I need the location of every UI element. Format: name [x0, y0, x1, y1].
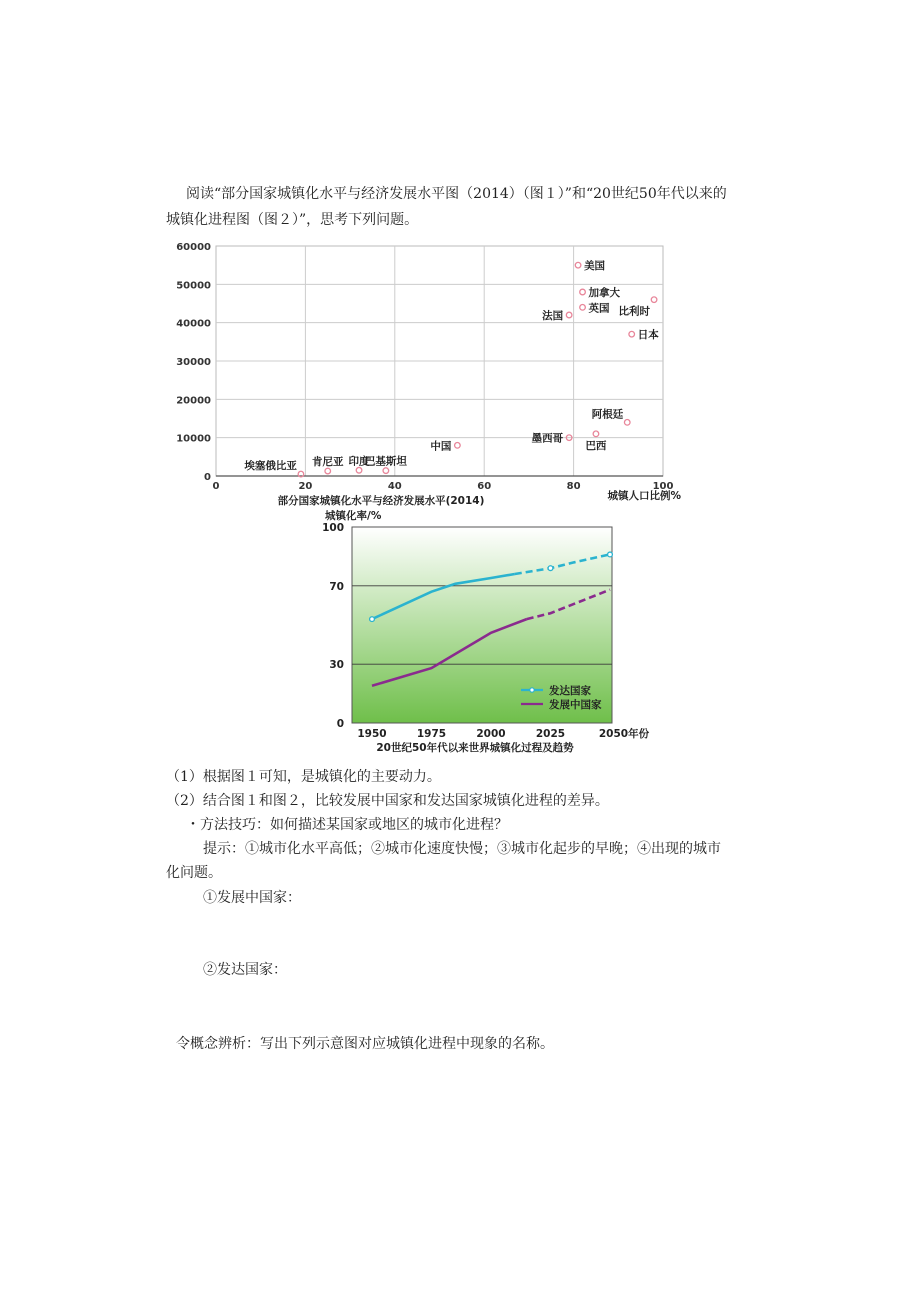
concept-prompt: 令概念辨析：写出下列示意图对应城镇化进程中现象的名称。: [176, 1036, 554, 1052]
method-tip: ・方法技巧：如何描述某国家或地区的城市化进程？: [186, 817, 508, 833]
x-axis-label: 城镇人口比例%: [607, 490, 681, 502]
y-tick-label: 100: [322, 522, 344, 534]
hint-line-2: 化问题。: [166, 865, 222, 881]
point-label: 巴西: [585, 439, 607, 452]
x-tick-label: 40: [387, 481, 402, 492]
y-tick-label: 40000: [176, 318, 211, 330]
point-label: 法国: [542, 310, 564, 322]
figure-1-scatter-chart: [158, 238, 703, 508]
y-tick-label: 60000: [176, 242, 211, 253]
point-label: 美国: [584, 260, 606, 273]
x-tick-label: 20: [298, 481, 313, 492]
y-tick-label: 0: [204, 472, 211, 483]
chart-2-title: 20世纪50年代以来世界城镇化过程及趋势: [376, 742, 574, 754]
chart-1-title: 部分国家城镇化水平与经济发展水平(2014): [277, 495, 485, 507]
y-axis-label: 城镇化率/%: [325, 510, 382, 522]
x-tick-label: 1975: [416, 728, 447, 740]
point-label: 英国: [588, 302, 610, 315]
series-marker: [548, 566, 553, 571]
hint-line-1: 提示：①城市化水平高低；②城市化速度快慢；③城市化起步的早晚；④出现的城市: [203, 841, 721, 857]
x-tick-label: 2050年份: [598, 728, 650, 740]
x-tick-label: 2000: [476, 728, 506, 740]
point-label: 巴基斯坦: [364, 455, 407, 468]
x-tick-label: 1950: [357, 728, 387, 740]
series-marker: [370, 617, 375, 622]
y-tick-label: 0: [336, 718, 344, 730]
legend-label: 发达国家: [549, 685, 591, 697]
intro-line-2: 城镇化进程图（图２）”，思考下列问题。: [166, 212, 419, 228]
intro-line-1: 阅读“部分国家城镇化水平与经济发展水平图（2014）（图１）”和“20世纪50年代以来的: [186, 186, 727, 202]
point-label: 日本: [637, 329, 659, 342]
point-label: 印度: [348, 455, 370, 468]
y-tick-label: 70: [329, 580, 344, 593]
point-label: 比利时: [618, 305, 651, 318]
legend-label: 发展中国家: [549, 699, 602, 711]
point-label: 中国: [430, 440, 452, 453]
point-label: 埃塞俄比亚: [244, 460, 297, 473]
question-2: （2）结合图１和图２，比较发展中国家和发达国家城镇化进程的差异。: [166, 793, 609, 809]
series-marker: [608, 552, 613, 557]
x-tick-label: 100: [652, 481, 674, 492]
answer-developed-label: ②发达国家：: [203, 962, 287, 978]
answer-developing-label: ①发展中国家：: [203, 890, 301, 906]
figure-2-line-chart: [322, 505, 650, 755]
x-tick-label: 80: [566, 481, 581, 492]
point-label: 阿根廷: [591, 408, 624, 421]
y-tick-label: 20000: [176, 395, 211, 407]
x-tick-label: 0: [212, 481, 220, 492]
point-label: 墨西哥: [531, 432, 564, 445]
y-tick-label: 50000: [176, 280, 211, 292]
question-1: （1）根据图１可知，是城镇化的主要动力。: [166, 769, 441, 785]
legend-marker: [530, 688, 534, 692]
y-tick-label: 10000: [176, 433, 211, 445]
y-tick-label: 30: [329, 659, 344, 672]
x-tick-label: 60: [477, 481, 492, 492]
y-tick-label: 30000: [176, 357, 211, 368]
point-label: 肯尼亚: [312, 456, 344, 469]
x-tick-label: 2025: [535, 728, 566, 740]
point-label: 加拿大: [588, 287, 621, 299]
